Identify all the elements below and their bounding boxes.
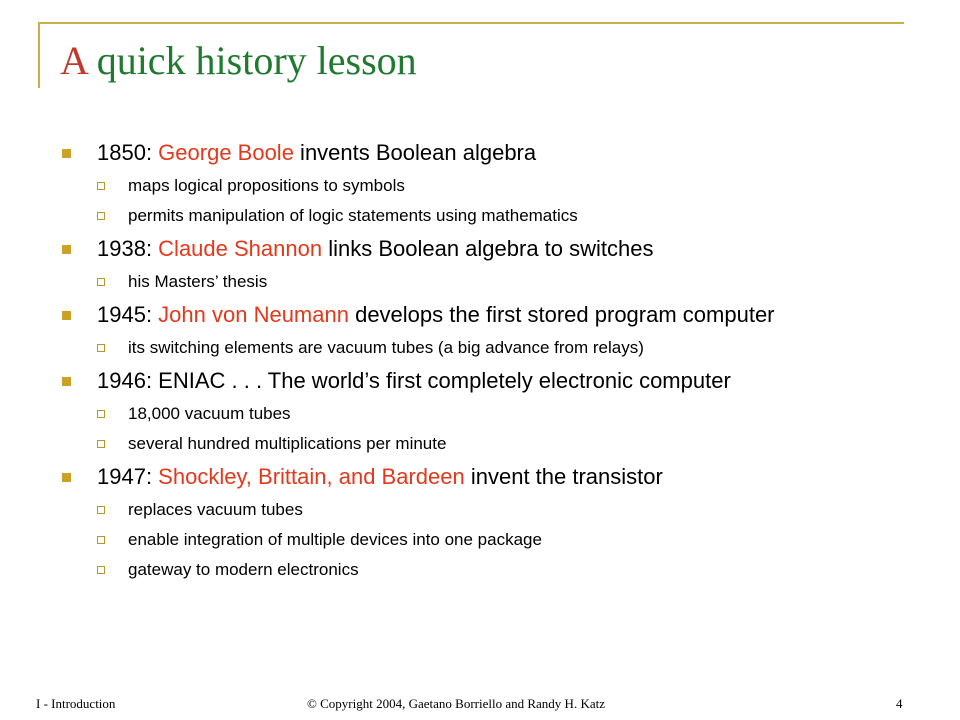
sub-bullet: [60, 399, 940, 429]
hollow-square-bullet-icon: [97, 182, 105, 190]
square-bullet-icon: [62, 473, 71, 482]
bullet-highlight: George Boole: [158, 140, 294, 165]
sub-bullet: [60, 267, 940, 297]
sub-bullet-text: 18,000 vacuum tubes: [128, 404, 291, 423]
bullet-text: invent the transistor: [464, 464, 663, 489]
hollow-square-bullet-icon: [97, 344, 105, 352]
sub-bullet-text: gateway to modern electronics: [128, 560, 359, 579]
footer-copyright: © Copyright 2004, Gaetano Borriello and Randy H. Katz: [307, 696, 605, 711]
bullet-1945: [60, 297, 940, 333]
square-bullet-icon: [62, 245, 71, 254]
footer-page-number: 4: [896, 696, 903, 711]
sub-bullet: [60, 201, 940, 231]
hollow-square-bullet-icon: [97, 506, 105, 514]
sub-bullet-text: its switching elements are vacuum tubes (a big advance from relays): [128, 338, 644, 357]
sub-bullet: [60, 429, 940, 459]
bullet-text: 1850:: [97, 140, 159, 165]
bullet-1938: [60, 231, 940, 267]
bullet-highlight: John von Neumann: [158, 302, 349, 327]
bullet-highlight: Claude Shannon: [158, 236, 323, 261]
bullet-text: links Boolean algebra to switches: [322, 236, 654, 261]
sub-bullet: [60, 495, 940, 525]
sub-bullet-text: maps logical propositions to symbols: [128, 176, 405, 195]
square-bullet-icon: [62, 377, 71, 386]
bullet-1946: [60, 363, 940, 399]
sub-bullet-text: enable integration of multiple devices into one package: [128, 530, 542, 549]
bullet-text: 1938:: [97, 236, 159, 261]
footer-section-label: I - Introduction: [36, 696, 116, 711]
bullet-text: invents Boolean algebra: [293, 140, 537, 165]
bullet-1850: [60, 135, 940, 171]
hollow-square-bullet-icon: [97, 278, 105, 286]
slide-title-first-letter: A: [60, 38, 87, 83]
bullet-list: [60, 135, 940, 585]
bullet-highlight: Shockley, Brittain, and Bardeen: [158, 464, 465, 489]
sub-bullet: [60, 555, 940, 585]
bullet-text: 1946: ENIAC . . . The world’s first completely electronic computer: [97, 368, 731, 393]
hollow-square-bullet-icon: [97, 536, 105, 544]
sub-bullet: [60, 171, 940, 201]
title-frame-left-line: [38, 22, 40, 88]
sub-bullet-text: permits manipulation of logic statements using mathematics: [128, 206, 578, 225]
slide-title-rest: quick history lesson: [86, 38, 417, 83]
sub-bullet-text: replaces vacuum tubes: [128, 500, 303, 519]
slide-title: [60, 36, 417, 86]
hollow-square-bullet-icon: [97, 410, 105, 418]
sub-bullet: [60, 525, 940, 555]
sub-bullet-text: his Masters’ thesis: [128, 272, 268, 291]
hollow-square-bullet-icon: [97, 440, 105, 448]
sub-bullet: [60, 333, 940, 363]
bullet-text: 1947:: [97, 464, 159, 489]
title-frame-top-line: [38, 22, 904, 24]
bullet-text: 1945:: [97, 302, 159, 327]
hollow-square-bullet-icon: [97, 566, 105, 574]
bullet-1947: [60, 459, 940, 495]
square-bullet-icon: [62, 149, 71, 158]
square-bullet-icon: [62, 311, 71, 320]
sub-bullet-text: several hundred multiplications per minute: [128, 434, 447, 453]
bullet-text: develops the first stored program computer: [348, 302, 775, 327]
hollow-square-bullet-icon: [97, 212, 105, 220]
